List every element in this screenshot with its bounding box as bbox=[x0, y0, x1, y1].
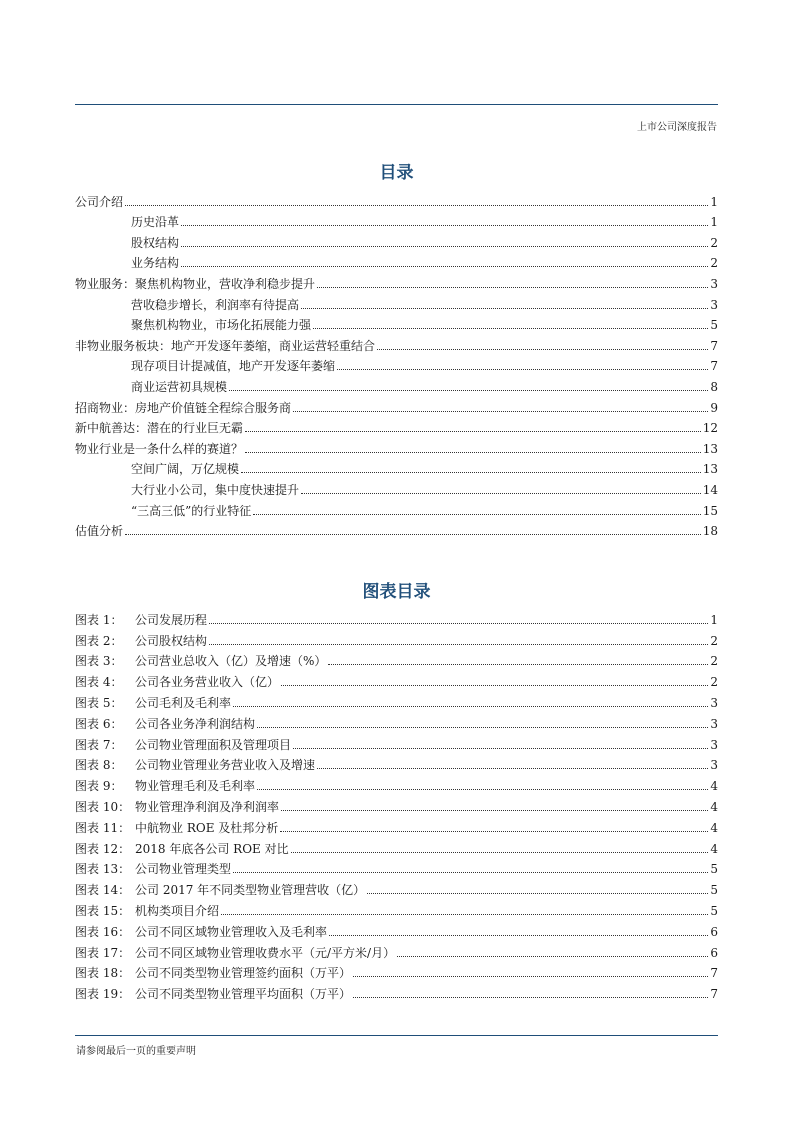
figure-entry-label: 图表 17： bbox=[75, 945, 131, 960]
figure-entry-label: 图表 16： bbox=[75, 924, 131, 939]
toc-entry[interactable] bbox=[75, 416, 718, 437]
toc-entry[interactable] bbox=[75, 374, 718, 395]
toc-entry-page: 14 bbox=[702, 482, 718, 497]
toc-entry[interactable] bbox=[75, 189, 718, 210]
figure-entry[interactable] bbox=[75, 919, 718, 940]
figure-entry-title: 公司不同区域物业管理收费水平（元/平方米/月） bbox=[135, 945, 396, 960]
toc-entry-title: 公司介绍 bbox=[75, 194, 124, 209]
figure-leader-dots bbox=[353, 997, 708, 998]
figures-title: 图表目录 bbox=[362, 582, 431, 602]
toc-entry-page: 8 bbox=[710, 379, 718, 394]
figure-entry-title: 公司物业管理业务营业收入及增速 bbox=[135, 758, 316, 773]
toc-leader-dots bbox=[245, 431, 701, 432]
figure-entry-page: 3 bbox=[710, 758, 718, 773]
figure-entry-label: 图表 3： bbox=[75, 654, 123, 669]
figure-entry-label: 图表 5： bbox=[75, 695, 123, 710]
figure-entry-page: 7 bbox=[710, 966, 718, 981]
toc-entry-title: 物业行业是一条什么样的赛道？ bbox=[75, 441, 244, 456]
toc-entry-page: 3 bbox=[710, 276, 718, 291]
toc-entry-title: 商业运营初具规模 bbox=[131, 379, 228, 394]
toc-leader-dots bbox=[301, 493, 701, 494]
figure-entry[interactable] bbox=[75, 877, 718, 898]
figure-entry-page: 7 bbox=[710, 987, 718, 1002]
toc-entry-title: 聚焦机构物业，市场化拓展能力强 bbox=[131, 318, 312, 333]
figure-entry-page: 6 bbox=[710, 945, 718, 960]
toc-entry-title: 历史沿革 bbox=[131, 215, 180, 230]
figure-entry-title: 公司物业管理类型 bbox=[135, 862, 232, 877]
toc-leader-dots bbox=[337, 369, 708, 370]
toc-leader-dots bbox=[125, 205, 708, 206]
toc-leader-dots bbox=[293, 411, 708, 412]
figure-entry-label: 图表 13： bbox=[75, 862, 131, 877]
figure-entry-page: 2 bbox=[710, 654, 718, 669]
header-label: 上市公司深度报告 bbox=[637, 122, 717, 133]
toc-entry-page: 9 bbox=[710, 400, 718, 415]
figure-entry-page: 4 bbox=[710, 799, 718, 814]
figure-leader-dots bbox=[317, 768, 708, 769]
toc-entry[interactable] bbox=[75, 457, 718, 478]
figure-leader-dots bbox=[281, 685, 708, 686]
figure-entry-label: 图表 11： bbox=[75, 820, 131, 835]
toc-leader-dots bbox=[253, 514, 700, 515]
figure-entry[interactable] bbox=[75, 836, 718, 857]
toc-entry[interactable] bbox=[75, 333, 718, 354]
figure-entry-title: 物业管理净利润及净利润率 bbox=[135, 799, 280, 814]
toc-leader-dots bbox=[301, 308, 708, 309]
toc-list bbox=[75, 189, 718, 539]
figure-entry-title: 公司不同区域物业管理收入及毛利率 bbox=[135, 924, 328, 939]
toc-entry[interactable] bbox=[75, 251, 718, 272]
figure-leader-dots bbox=[291, 852, 709, 853]
toc-entry-title: 物业服务：聚焦机构物业，营收净利稳步提升 bbox=[75, 276, 316, 291]
toc-entry-page: 13 bbox=[702, 462, 718, 477]
figure-entry-title: 公司毛利及毛利率 bbox=[135, 695, 232, 710]
figure-entry-title: 公司各业务营业收入（亿） bbox=[135, 675, 280, 690]
figure-entry-label: 图表 2： bbox=[75, 633, 123, 648]
figure-leader-dots bbox=[281, 810, 708, 811]
figure-leader-dots bbox=[221, 914, 708, 915]
toc-entry-title: 股权结构 bbox=[131, 235, 180, 250]
footer-disclaimer: 请参阅最后一页的重要声明 bbox=[76, 1046, 196, 1057]
figure-entry-page: 1 bbox=[710, 612, 718, 627]
figure-entry-title: 公司不同类型物业管理签约面积（万平） bbox=[135, 966, 352, 981]
figure-entry[interactable] bbox=[75, 753, 718, 774]
toc-entry-page: 1 bbox=[710, 215, 718, 230]
toc-entry-title: 空间广阔，万亿规模 bbox=[131, 462, 240, 477]
figure-entry[interactable] bbox=[75, 669, 718, 690]
figure-entry-title: 中航物业 ROE 及杜邦分析 bbox=[135, 820, 279, 835]
figure-entry-page: 5 bbox=[710, 883, 718, 898]
figure-leader-dots bbox=[397, 956, 708, 957]
toc-entry-title: 招商物业：房地产价值链全程综合服务商 bbox=[75, 400, 292, 415]
figure-entry[interactable] bbox=[75, 794, 718, 815]
figure-entry[interactable] bbox=[75, 607, 718, 628]
toc-entry-page: 12 bbox=[702, 421, 718, 436]
figure-leader-dots bbox=[353, 976, 708, 977]
toc-entry[interactable] bbox=[75, 436, 718, 457]
figure-entry[interactable] bbox=[75, 940, 718, 961]
figure-entry-page: 4 bbox=[710, 841, 718, 856]
toc-entry[interactable] bbox=[75, 271, 718, 292]
figure-entry-page: 2 bbox=[710, 633, 718, 648]
figure-entry-label: 图表 6： bbox=[75, 716, 123, 731]
figure-leader-dots bbox=[280, 831, 708, 832]
figure-entry[interactable] bbox=[75, 773, 718, 794]
toc-entry[interactable] bbox=[75, 519, 718, 540]
figure-entry[interactable] bbox=[75, 690, 718, 711]
toc-entry-title: 大行业小公司，集中度快速提升 bbox=[131, 482, 300, 497]
figure-entry-title: 物业管理毛利及毛利率 bbox=[135, 779, 256, 794]
toc-leader-dots bbox=[245, 452, 701, 453]
figure-leader-dots bbox=[257, 789, 708, 790]
figure-entry[interactable] bbox=[75, 649, 718, 670]
figure-entry-title: 公司各业务净利润结构 bbox=[135, 716, 256, 731]
toc-leader-dots bbox=[377, 349, 708, 350]
toc-entry[interactable] bbox=[75, 313, 718, 334]
toc-entry-page: 15 bbox=[702, 503, 718, 518]
footer-rule bbox=[75, 1035, 718, 1036]
figure-entry-label: 图表 7： bbox=[75, 737, 123, 752]
figure-entry-title: 公司发展历程 bbox=[135, 612, 208, 627]
toc-entry[interactable] bbox=[75, 354, 718, 375]
figure-leader-dots bbox=[233, 706, 708, 707]
toc-entry-page: 7 bbox=[710, 338, 718, 353]
figure-entry-page: 4 bbox=[710, 779, 718, 794]
toc-entry-page: 13 bbox=[702, 441, 718, 456]
figure-entry-title: 公司物业管理面积及管理项目 bbox=[135, 737, 292, 752]
figure-entry-label: 图表 9： bbox=[75, 779, 123, 794]
figure-leader-dots bbox=[209, 644, 708, 645]
figure-entry-label: 图表 18： bbox=[75, 966, 131, 981]
toc-entry-page: 2 bbox=[710, 235, 718, 250]
toc-leader-dots bbox=[229, 390, 708, 391]
toc-title: 目录 bbox=[379, 163, 414, 183]
toc-entry-title: “三高三低”的行业特征 bbox=[131, 503, 252, 518]
figure-entry-page: 3 bbox=[710, 716, 718, 731]
figure-entry[interactable] bbox=[75, 628, 718, 649]
toc-leader-dots bbox=[181, 246, 708, 247]
figure-entry[interactable] bbox=[75, 732, 718, 753]
toc-entry-page: 7 bbox=[710, 359, 718, 374]
figure-leader-dots bbox=[257, 727, 708, 728]
figure-entry-label: 图表 1： bbox=[75, 612, 123, 627]
toc-entry-page: 5 bbox=[710, 318, 718, 333]
figures-list bbox=[75, 607, 718, 1002]
figure-entry-page: 5 bbox=[710, 862, 718, 877]
figure-entry-title: 公司 2017 年不同类型物业管理营收（亿） bbox=[135, 883, 366, 898]
figure-entry[interactable] bbox=[75, 815, 718, 836]
toc-entry[interactable] bbox=[75, 498, 718, 519]
figure-leader-dots bbox=[328, 664, 708, 665]
figure-leader-dots bbox=[329, 935, 708, 936]
toc-entry-page: 1 bbox=[710, 194, 718, 209]
figure-entry-label: 图表 14： bbox=[75, 883, 131, 898]
figure-entry-page: 4 bbox=[710, 820, 718, 835]
toc-leader-dots bbox=[313, 328, 708, 329]
toc-entry-title: 营收稳步增长，利润率有待提高 bbox=[131, 297, 300, 312]
figure-entry-page: 6 bbox=[710, 924, 718, 939]
figure-entry-page: 3 bbox=[710, 737, 718, 752]
header-rule bbox=[75, 104, 718, 105]
figure-entry[interactable] bbox=[75, 961, 718, 982]
toc-entry[interactable] bbox=[75, 210, 718, 231]
figure-leader-dots bbox=[293, 748, 708, 749]
figure-leader-dots bbox=[367, 893, 708, 894]
figure-entry-title: 机构类项目介绍 bbox=[135, 903, 220, 918]
toc-entry[interactable] bbox=[75, 477, 718, 498]
figure-entry-label: 图表 8： bbox=[75, 758, 123, 773]
toc-entry[interactable] bbox=[75, 395, 718, 416]
toc-entry-page: 2 bbox=[710, 256, 718, 271]
toc-entry[interactable] bbox=[75, 292, 718, 313]
figure-entry-label: 图表 15： bbox=[75, 903, 131, 918]
toc-entry-title: 新中航善达：潜在的行业巨无霸 bbox=[75, 421, 244, 436]
figure-entry[interactable] bbox=[75, 898, 718, 919]
figure-entry-label: 图表 4： bbox=[75, 675, 123, 690]
toc-entry-title: 非物业服务板块：地产开发逐年萎缩，商业运营轻重结合 bbox=[75, 338, 376, 353]
figure-entry-label: 图表 19： bbox=[75, 987, 131, 1002]
toc-leader-dots bbox=[181, 266, 708, 267]
figure-entry-label: 图表 12： bbox=[75, 841, 131, 856]
toc-leader-dots bbox=[241, 472, 701, 473]
figure-entry[interactable] bbox=[75, 711, 718, 732]
figure-entry-page: 2 bbox=[710, 675, 718, 690]
toc-leader-dots bbox=[317, 287, 708, 288]
toc-leader-dots bbox=[125, 534, 701, 535]
toc-entry-page: 3 bbox=[710, 297, 718, 312]
figure-entry-label: 图表 10： bbox=[75, 799, 131, 814]
figure-entry-title: 公司不同类型物业管理平均面积（万平） bbox=[135, 987, 352, 1002]
toc-entry-page: 18 bbox=[702, 524, 718, 539]
figure-entry-page: 5 bbox=[710, 903, 718, 918]
toc-entry-title: 现存项目计提减值，地产开发逐年萎缩 bbox=[131, 359, 336, 374]
figure-entry-title: 公司营业总收入（亿）及增速（%） bbox=[135, 654, 327, 669]
toc-entry[interactable] bbox=[75, 230, 718, 251]
toc-entry-title: 业务结构 bbox=[131, 256, 180, 271]
toc-leader-dots bbox=[181, 225, 708, 226]
figure-entry-page: 3 bbox=[710, 695, 718, 710]
figure-entry-title: 2018 年底各公司 ROE 对比 bbox=[135, 841, 289, 856]
figure-leader-dots bbox=[209, 623, 708, 624]
figure-entry[interactable] bbox=[75, 857, 718, 878]
figure-entry-title: 公司股权结构 bbox=[135, 633, 208, 648]
figure-leader-dots bbox=[233, 872, 708, 873]
toc-entry-title: 估值分析 bbox=[75, 524, 124, 539]
figure-entry[interactable] bbox=[75, 981, 718, 1002]
